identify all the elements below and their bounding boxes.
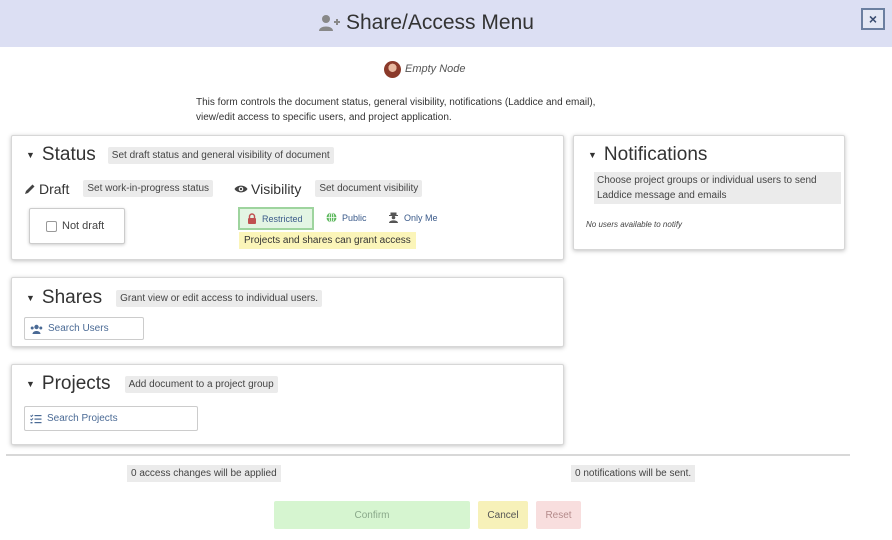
dialog-title xyxy=(318,10,534,36)
status-description: Set draft status and general visibility of document xyxy=(108,147,334,164)
not-draft-toggle[interactable] xyxy=(29,208,125,244)
projects-description: Add document to a project group xyxy=(125,376,278,393)
close-icon: × xyxy=(868,11,878,27)
notifications-description: Choose project groups or individual users to send Laddice message and emails xyxy=(594,172,841,204)
visibility-label-text: Visibility xyxy=(251,180,302,197)
caret-down-icon: ▼ xyxy=(588,150,597,160)
status-panel-header[interactable] xyxy=(26,144,334,166)
draft-description: Set work-in-progress status xyxy=(83,180,213,197)
status-panel xyxy=(11,135,564,260)
search-projects-placeholder: Search Projects xyxy=(47,413,118,424)
users-icon xyxy=(30,324,43,334)
search-users-placeholder: Search Users xyxy=(48,323,109,334)
projects-panel xyxy=(11,364,564,445)
shares-description: Grant view or edit access to individual users. xyxy=(116,290,322,307)
caret-down-icon: ▼ xyxy=(26,293,35,303)
search-projects-input[interactable] xyxy=(24,406,198,431)
only-me-label: Only Me xyxy=(404,212,438,223)
cancel-button[interactable]: Cancel xyxy=(478,501,528,529)
node-name: Empty Node xyxy=(405,63,466,75)
user-secret-icon xyxy=(388,212,399,223)
shares-title: Shares xyxy=(41,287,103,308)
status-title: Status xyxy=(41,144,96,165)
intro-text: This form controls the document status, general visibility, notifications (Laddice and email), view/edit access to specific users, and project application. xyxy=(196,97,596,123)
lock-icon xyxy=(247,213,257,224)
dialog-title-text: Share/Access Menu xyxy=(346,11,534,34)
visibility-public-option[interactable] xyxy=(326,212,367,223)
search-users-input[interactable] xyxy=(24,317,144,340)
footer-divider xyxy=(6,454,850,456)
visibility-note: Projects and shares can grant access xyxy=(239,232,416,249)
not-draft-checkbox[interactable] xyxy=(46,221,57,232)
not-draft-label: Not draft xyxy=(62,220,105,232)
visibility-only-me-option[interactable] xyxy=(388,212,438,223)
access-summary: 0 access changes will be applied xyxy=(127,465,281,482)
node-info[interactable] xyxy=(384,60,466,78)
visibility-restricted-option[interactable] xyxy=(238,207,314,230)
globe-icon xyxy=(326,212,337,223)
projects-panel-header[interactable] xyxy=(26,373,278,395)
visibility-description: Set document visibility xyxy=(315,180,422,197)
notifications-title: Notifications xyxy=(603,144,708,165)
draft-label-text: Draft xyxy=(39,180,70,197)
notification-summary: 0 notifications will be sent. xyxy=(571,465,695,482)
avatar xyxy=(384,61,401,78)
shares-panel-header[interactable] xyxy=(26,287,322,309)
confirm-button[interactable]: Confirm xyxy=(274,501,470,529)
shares-panel xyxy=(11,277,564,347)
dialog-header xyxy=(0,0,892,47)
notifications-panel-header[interactable] xyxy=(588,144,707,166)
public-label: Public xyxy=(342,212,367,223)
restricted-label: Restricted xyxy=(262,213,303,224)
notifications-empty-text: No users available to notify xyxy=(586,220,683,229)
caret-down-icon: ▼ xyxy=(26,150,35,160)
eye-icon xyxy=(234,184,248,194)
close-button[interactable] xyxy=(861,8,885,30)
reset-button[interactable]: Reset xyxy=(536,501,581,529)
caret-down-icon: ▼ xyxy=(26,379,35,389)
draft-label xyxy=(24,180,213,197)
notifications-panel xyxy=(573,135,845,250)
pencil-icon xyxy=(24,183,36,195)
projects-title: Projects xyxy=(41,373,111,394)
user-plus-icon xyxy=(318,14,340,32)
list-check-icon xyxy=(30,414,42,424)
visibility-label xyxy=(234,180,422,197)
